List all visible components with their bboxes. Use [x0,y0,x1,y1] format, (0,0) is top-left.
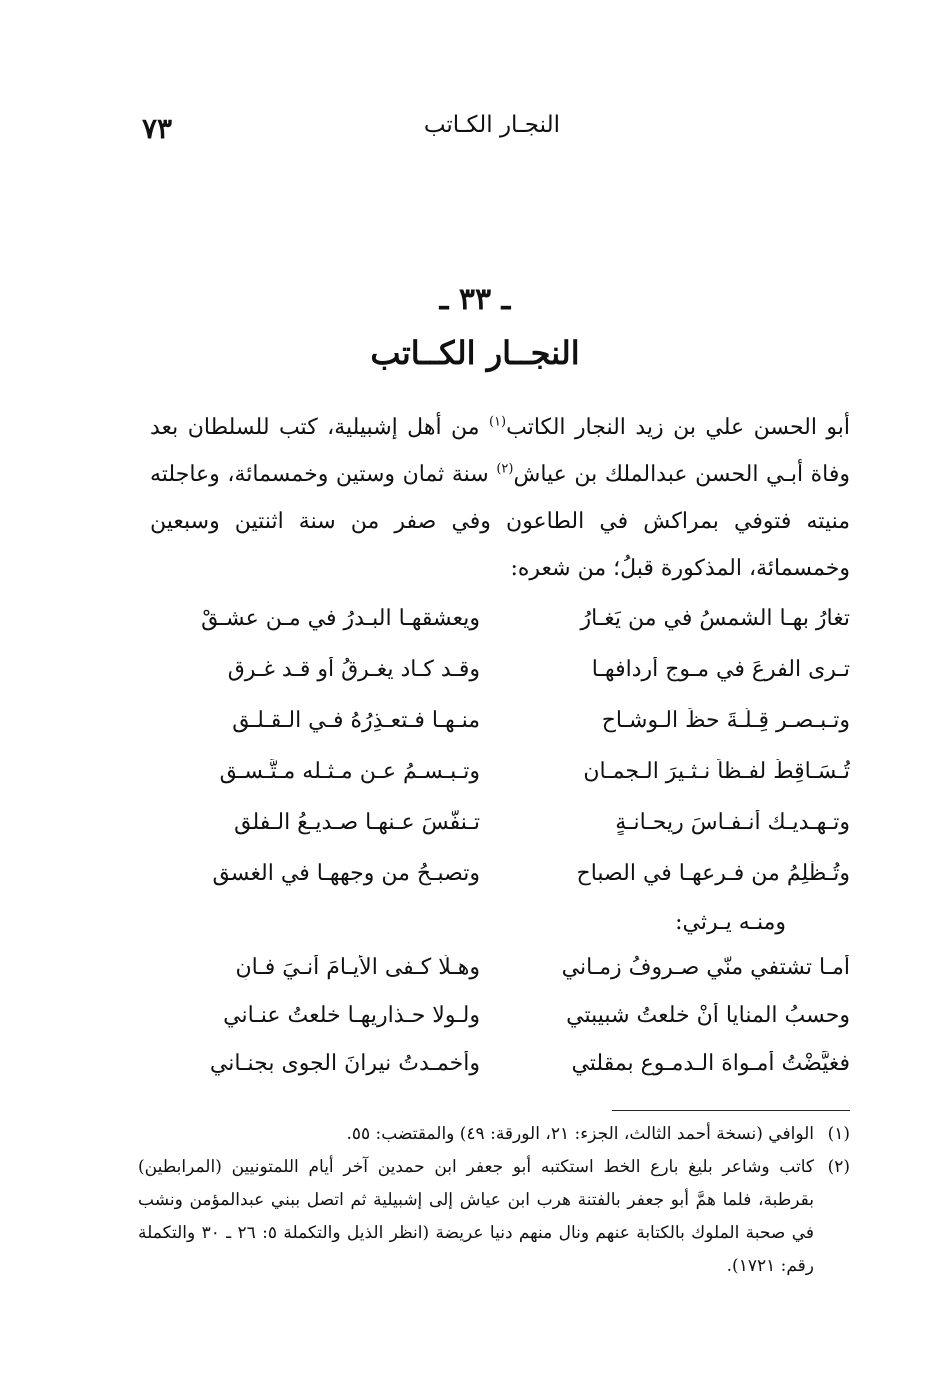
poem-elegy [150,955,850,1099]
verse [150,759,850,810]
first-hemistich: وتـهـديـك أنـفـاسَ ريحـانـةٍ [615,810,850,835]
footnote-number: (١) [827,1124,850,1144]
verse [150,1051,850,1099]
first-hemistich: أمـا تشتفي منّي صـروفُ زمـاني [561,955,850,980]
running-header [130,112,820,152]
verse [150,955,850,1003]
second-hemistich: وتـبـسـمُ عـن مـثـله مـتَّـسـق [219,759,480,784]
second-hemistich: منـهـا فـتعـذِرُهُ فـي الـقـلـق [232,708,480,733]
verse [150,657,850,708]
first-hemistich: وحسبُ المنايا أنْ خلعتُ شبيبتي [566,1003,850,1028]
section-number: ـ ٣٣ ـ [439,282,511,317]
verse [150,606,850,657]
first-hemistich: فغيَّضْتُ أَمـواهَ الـدمـوع بمقلتي [571,1051,850,1076]
footnote-1 [138,1118,850,1151]
bio-text-3: سنة ثمان وستين وخمسمائة، وعاجلته منيته فتوفي بمراكش في الطاعون وفي صفر من سنة اثنتين وسبعين وخمسمائة، المذكورة قبلُ؛ من شعره: [150,462,850,581]
footnote-number: (٢) [827,1157,850,1177]
footnote-text: الوافي (نسخة أحمد الثالث، الجزء: ٢١، الورقة: ٤٩) والمقتضب: ٥٥. [346,1124,814,1144]
verse [150,1003,850,1051]
second-hemistich: تـنفَّسَ عـنهـا صـديـعُ الـفلق [234,810,480,835]
page-number: ٧٣ [142,112,173,145]
first-hemistich: تُـسَـاقِطُ لفـظاً نـثـيرَ الـجمـان [583,759,850,784]
first-hemistich: وتـبـصـر قِـلَّـةَ حظِّ الـوشـاحِ [601,708,850,733]
verse [150,861,850,912]
elegy-intro: ومنـه يـرثي: [675,910,786,935]
second-hemistich: وقـد كـاد يغـرقُ أو قـد غـرق [227,657,480,682]
poem-first [150,606,850,912]
footnote-divider [612,1110,850,1111]
running-title: النجـار الكـاتب [423,112,560,138]
second-hemistich: وهـلّا كـفى الأيـامَ أنـيَ فـانِ [235,955,480,980]
footnote-ref-1: (١) [488,414,507,430]
bio-text-1: أبو الحسن علي بن زيد النجار الكاتب [506,415,850,440]
footnote-2 [138,1151,850,1283]
footnote-ref-2: (٢) [496,461,514,477]
first-hemistich: تـرى الفرعَ في مـوج أردافهـا [591,657,850,682]
bio-text-2: من أهل إشبيلية، كتب للسلطان بعد وفاة أبـي الحسن عبدالملك بن عياش [150,415,850,487]
second-hemistich: وتصبـحُ من وجههـا في الغسق [212,861,480,886]
second-hemistich: ويعشقهـا البـدرُ في مـن عشـقْ [201,606,480,631]
section-title: النجــار الكــاتب [370,334,580,372]
verse [150,708,850,759]
biography-paragraph [150,404,850,592]
footnotes [138,1118,850,1283]
footnote-text: كاتب وشاعر بليغ بارع الخط استكتبه أبو جعفر ابن حمدين آخر أيام اللمتونيين (المرابطين) بقرطبة، فلما همَّ أبو جعفر بالفتنة هرب ابن عياش إلى إشبيلية ثم اتصل ببني عبدالمؤمن ونشب في صحبة الملوك بالكتابة عنهم ونال منهم دنيا عريضة (انظر الذيل والتكملة ٥: ٢٦ ـ ٣٠ والتكملة رقم: ١٧٢١). [138,1157,814,1276]
second-hemistich: ولـولا حـذاريهـا خلعتُ عنـاني [223,1003,480,1028]
first-hemistich: تغارُ بهـا الشمسُ في من يَغـارُ [580,606,850,631]
verse [150,810,850,861]
second-hemistich: وأخمـدتُ نيرانَ الجوى بجنـاني [209,1051,480,1076]
first-hemistich: وتُـظْلِمُ من فـرعهـا في الصباح [576,861,850,886]
